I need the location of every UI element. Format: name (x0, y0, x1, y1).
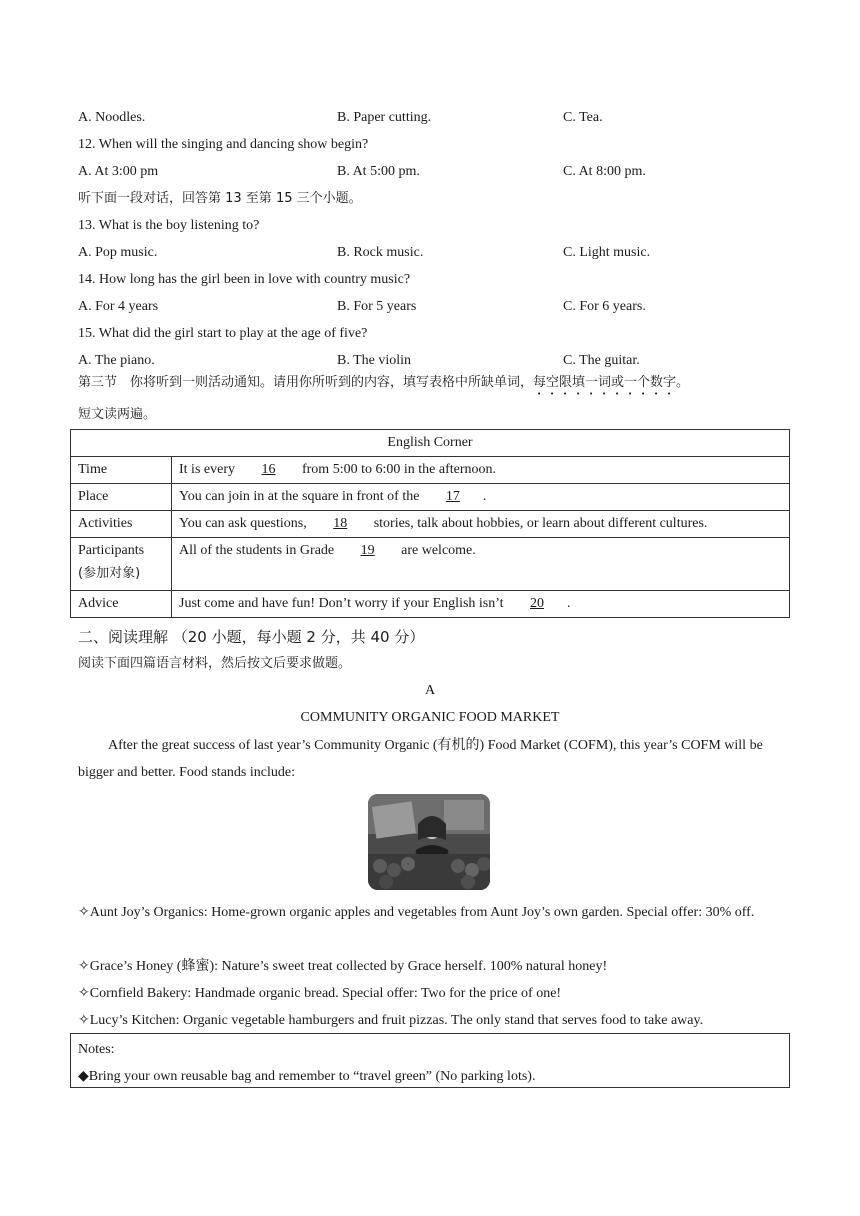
q12-question: 12. When will the singing and dancing show begin? (78, 137, 369, 152)
q14-option-a: A. For 4 years (78, 299, 159, 314)
english-corner-table (70, 429, 790, 618)
participants-label-cn: (参加对象) (78, 566, 141, 581)
table-row-activities (71, 511, 790, 538)
passage-intro: After the great success of last year’s Community Organic (有机的) Food Market (COFM), this year’s COFM will be bigger and better. Food stands include: (78, 738, 763, 780)
notes-box (70, 1033, 790, 1088)
reading-instruction: 阅读下面四篇语言材料，然后按文后要求做题。 (78, 656, 352, 671)
participants-text-pre: All of the students in Grade (179, 543, 335, 558)
blank-16: 16 (261, 462, 276, 477)
table-row-participants (71, 538, 790, 591)
stand-lucy-kitchen: ✧Lucy’s Kitchen: Organic vegetable hamburgers and fruit pizzas. The only stand that serves food to take away. (78, 1013, 704, 1028)
participants-label: Participants (78, 543, 145, 558)
section3-heading (78, 374, 689, 398)
row-content-participants (172, 538, 790, 591)
q15-option-a: A. The piano. (78, 353, 155, 368)
q13-option-b: B. Rock music. (337, 245, 424, 260)
notes-label: Notes: (78, 1042, 115, 1057)
q15-question: 15. What did the girl start to play at the age of five? (78, 326, 368, 341)
q14-option-c: C. For 6 years. (563, 299, 646, 314)
q15-option-b: B. The violin (337, 353, 412, 368)
section3-heading-line2: 短文读两遍。 (78, 407, 157, 422)
row-label-time: Time (71, 457, 172, 484)
blank-20: 20 (530, 596, 545, 611)
activities-text-post: stories, talk about hobbies, or learn about different cultures. (373, 516, 708, 531)
q14-option-b: B. For 5 years (337, 299, 417, 314)
section3-heading-emphasis: 每空限填一词或一个数字 (533, 375, 677, 390)
row-label-participants (71, 538, 172, 591)
row-content-time (172, 457, 790, 484)
place-text-post: . (482, 489, 487, 504)
activities-text-pre: You can ask questions, (179, 516, 307, 531)
table-title: English Corner (71, 430, 790, 457)
row-content-advice (172, 591, 790, 618)
passage-letter: A (424, 683, 436, 698)
table-row-place (71, 484, 790, 511)
q12-option-b: B. At 5:00 pm. (337, 164, 420, 179)
market-photo-image (368, 794, 490, 890)
q12-options (78, 163, 798, 181)
q14-options (78, 298, 798, 316)
q13-option-c: C. Light music. (563, 245, 651, 260)
time-text-post: from 5:00 to 6:00 in the afternoon. (301, 462, 497, 477)
notes-item: ◆Bring your own reusable bag and remember to “travel green” (No parking lots). (78, 1069, 536, 1084)
section3-heading-prefix: 第三节 你将听到一则活动通知。请用你所听到的内容，填写表格中所缺单词， (78, 375, 534, 390)
q12-option-a: A. At 3:00 pm (78, 164, 159, 179)
stand-grace-honey: ✧Grace’s Honey (蜂蜜): Nature’s sweet treat collected by Grace herself. 100% natural honey! (78, 959, 608, 974)
q15-option-c: C. The guitar. (563, 353, 640, 368)
q11-option-b: B. Paper cutting. (337, 110, 432, 125)
q13-option-a: A. Pop music. (78, 245, 158, 260)
time-text-pre: It is every (179, 462, 235, 477)
q11-option-c: C. Tea. (563, 110, 603, 125)
row-label-place: Place (71, 484, 172, 511)
place-text-pre: You can join in at the square in front of the (179, 489, 420, 504)
blank-18: 18 (333, 516, 348, 531)
advice-text-post: . (567, 596, 571, 611)
stand-cornfield-bakery: ✧Cornfield Bakery: Handmade organic bread. Special offer: Two for the price of one! (78, 986, 562, 1001)
table-row-advice (71, 591, 790, 618)
q11-options (78, 109, 798, 127)
stand-aunt-joy: ✧Aunt Joy’s Organics: Home-grown organic apples and vegetables from Aunt Joy’s own garden. Special offer: 30% off. (78, 905, 755, 920)
table-title-row (71, 430, 790, 457)
q12-option-c: C. At 8:00 pm. (563, 164, 646, 179)
q13-options (78, 244, 798, 262)
row-content-activities (172, 511, 790, 538)
section3-heading-suffix: 。 (676, 375, 690, 390)
q13-question: 13. What is the boy listening to? (78, 218, 260, 233)
q15-options (78, 352, 798, 370)
passage-title: COMMUNITY ORGANIC FOOD MARKET (300, 710, 560, 725)
table-row-time (71, 457, 790, 484)
blank-17: 17 (445, 489, 460, 504)
advice-text-pre: Just come and have fun! Don’t worry if your English isn’t (179, 596, 504, 611)
blank-19: 19 (360, 543, 375, 558)
row-label-activities: Activities (71, 511, 172, 538)
row-label-advice: Advice (71, 591, 172, 618)
q11-option-a: A. Noodles. (78, 110, 146, 125)
market-photo (368, 794, 490, 890)
instruction-13-15: 听下面一段对话，回答第 13 至第 15 三个小题。 (78, 191, 362, 206)
row-content-place (172, 484, 790, 511)
reading-part-title: 二、阅读理解 （20 小题，每小题 2 分，共 40 分） (78, 628, 425, 646)
q14-question: 14. How long has the girl been in love with country music? (78, 272, 411, 287)
participants-text-post: are welcome. (401, 543, 476, 558)
